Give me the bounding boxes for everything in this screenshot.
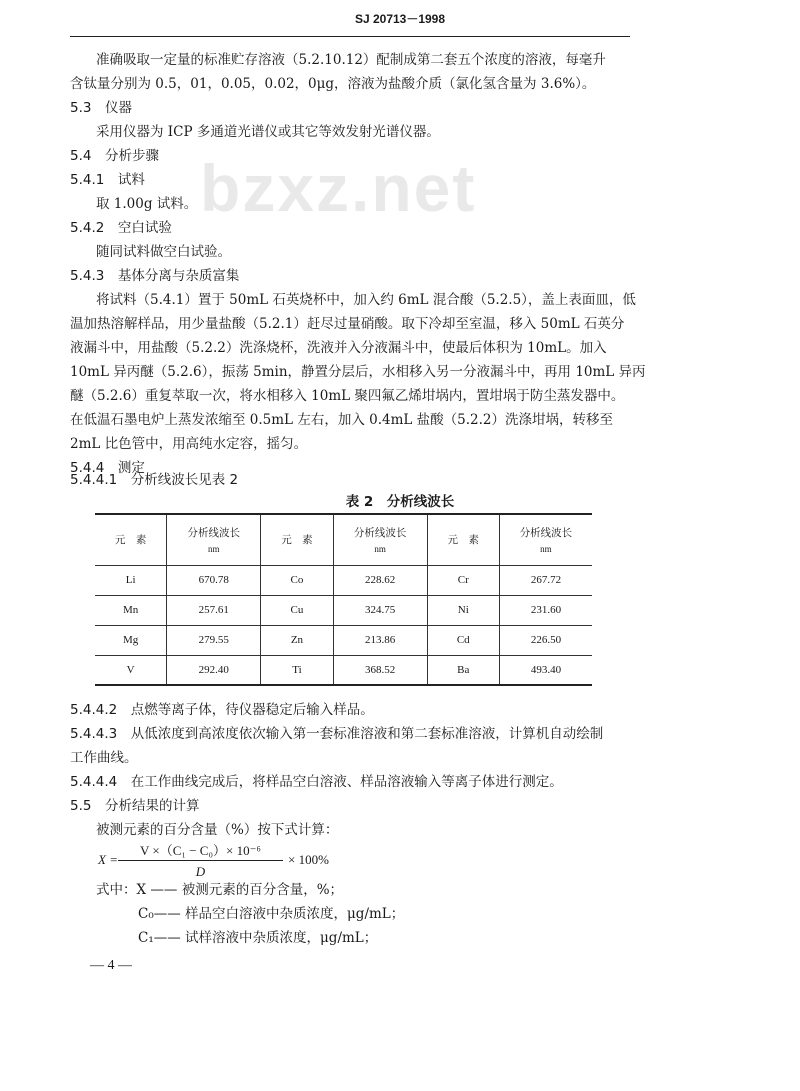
table-cell: V [95, 655, 167, 685]
column-header-element: 元 素 [95, 514, 167, 565]
paragraph-line: 2mL 比色管中，用高纯水定容，摇匀。 [70, 436, 308, 452]
paragraph-line: 准确吸取一定量的标准贮存溶液（5.2.10.12）配制成第二套五个浓度的溶液，每毫升 [96, 52, 606, 68]
section-heading: 5.4.4 测定 [70, 460, 145, 476]
paragraph-line: 取 1.00g 试料。 [96, 196, 198, 212]
watermark: bzxz.net [200, 151, 477, 225]
table-cell: Mg [95, 625, 167, 655]
fraction-bar [118, 860, 283, 861]
section-heading: 5.4.4.2 点燃等离子体，待仪器稳定后输入样品。 [70, 702, 374, 718]
formula-lhs: X = [98, 852, 118, 867]
table-cell: Co [261, 565, 333, 595]
section-heading: 5.4.2 空白试验 [70, 220, 172, 236]
table-cell: 292.40 [167, 655, 261, 685]
table-cell: 493.40 [499, 655, 592, 685]
table-header-row [95, 514, 592, 565]
table-cell: Li [95, 565, 167, 595]
table-cell: Cu [261, 595, 333, 625]
table-row [95, 565, 592, 595]
formula-numerator: V ×（C₁ − C₀）× 10⁻⁶ [140, 843, 261, 858]
paragraph-line: 工作曲线。 [70, 750, 138, 766]
section-heading: 5.4.3 基体分离与杂质富集 [70, 268, 240, 284]
calculation-formula [98, 838, 358, 886]
table-cell: 368.52 [333, 655, 427, 685]
paragraph-line: 温加热溶解样品，用少量盐酸（5.2.1）赶尽过量硝酸。取下冷却至室温，移入 50mL 石英分 [70, 316, 625, 332]
paragraph-line: 将试料（5.4.1）置于 50mL 石英烧杯中，加入约 6mL 混合酸（5.2.5），盖上表面皿，低 [96, 292, 636, 308]
header-rule [70, 36, 630, 37]
table-cell: 324.75 [333, 595, 427, 625]
section-heading: 5.4.4.3 从低浓度到高浓度依次输入第一套标准溶液和第二套标准溶液，计算机自动绘制 [70, 726, 604, 742]
column-header-element: 元 素 [427, 514, 499, 565]
paragraph-line: 在低温石墨电炉上蒸发浓缩至 0.5mL 左右，加入 0.4mL 盐酸（5.2.2）洗涤坩埚，转移至 [70, 412, 613, 428]
table-cell: 228.62 [333, 565, 427, 595]
page-number: — 4 — [90, 958, 132, 973]
table-cell: Cr [427, 565, 499, 595]
paragraph-line: 被测元素的百分含量（%）按下式计算： [96, 822, 339, 838]
paragraph-line: 醚（5.2.6）重复萃取一次，将水相移入 10mL 聚四氟乙烯坩埚内，置坩埚于防尘蒸发器中。 [70, 388, 625, 404]
table-cell: Ba [427, 655, 499, 685]
where-line: C₁—— 试样溶液中杂质浓度，μg/mL； [138, 930, 378, 946]
section-heading: 5.3 仪器 [70, 100, 132, 116]
column-header-wavelength: 分析线波长 nm [333, 514, 427, 565]
paragraph-line: 液漏斗中，用盐酸（5.2.2）洗涤烧杯，洗液并入分液漏斗中，使最后体积为 10mL。加入 [70, 340, 607, 356]
paragraph-line: 采用仪器为 ICP 多通道光谱仪或其它等效发射光谱仪器。 [96, 124, 440, 140]
table-cell: Cd [427, 625, 499, 655]
wavelength-table [95, 513, 592, 686]
table-title: 表 2 分析线波长 [345, 494, 455, 510]
table-cell: Ni [427, 595, 499, 625]
paragraph-line: 10mL 异丙醚（5.2.6），振荡 5min，静置分层后，水相移入另一分液漏斗中，再用 10mL 异丙 [70, 364, 646, 380]
column-header-wavelength: 分析线波长 nm [499, 514, 592, 565]
page-header: SJ 20713－1998 [354, 12, 446, 26]
section-heading: 5.4.1 试料 [70, 172, 145, 188]
section-heading: 5.5 分析结果的计算 [70, 798, 200, 814]
where-line: 式中：X —— 被测元素的百分含量，%； [96, 882, 344, 898]
table-cell: 226.50 [499, 625, 592, 655]
paragraph-line: 随同试料做空白试验。 [96, 244, 231, 260]
table-row [95, 655, 592, 685]
section-heading: 5.4.4.4 在工作曲线完成后，将样品空白溶液、样品溶液输入等离子体进行测定。 [70, 774, 563, 790]
formula-denominator: D [195, 864, 206, 879]
section-heading: 5.4.4.1 分析线波长见表 2 [70, 472, 239, 488]
where-line: C₀—— 样品空白溶液中杂质浓度，μg/mL； [138, 906, 405, 922]
table-row [95, 625, 592, 655]
column-header-wavelength: 分析线波长 nm [167, 514, 261, 565]
table-cell: Zn [261, 625, 333, 655]
table-cell: 267.72 [499, 565, 592, 595]
table-row [95, 595, 592, 625]
table-cell: Mn [95, 595, 167, 625]
table-cell: 279.55 [167, 625, 261, 655]
table-cell: 213.86 [333, 625, 427, 655]
paragraph-line: 含钛量分别为 0.5，01，0.05，0.02，0μg，溶液为盐酸介质（氯化氢含量为 3.6%）。 [70, 76, 596, 92]
table-cell: 231.60 [499, 595, 592, 625]
table-cell: Ti [261, 655, 333, 685]
column-header-element: 元 素 [261, 514, 333, 565]
formula-rhs: × 100% [288, 852, 329, 867]
table-cell: 257.61 [167, 595, 261, 625]
section-heading: 5.4 分析步骤 [70, 148, 159, 164]
table-cell: 670.78 [167, 565, 261, 595]
